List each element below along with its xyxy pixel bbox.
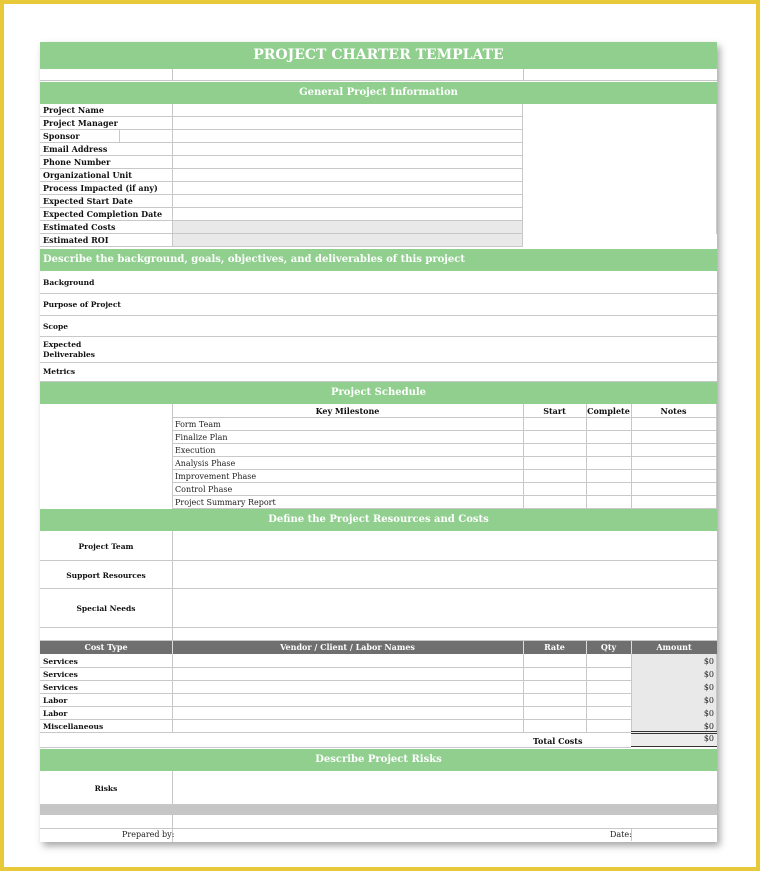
- general-field-input[interactable]: [172, 169, 523, 181]
- cost-type-label: Services: [43, 657, 78, 666]
- general-field-row: [40, 156, 523, 169]
- section-describe-header: Describe the background, goals, objectives, and deliverables of this project: [40, 249, 717, 271]
- cost-vendor-cell[interactable]: [173, 706, 523, 719]
- milestone-start-cell[interactable]: [524, 431, 586, 443]
- col-qty: Qty: [586, 641, 631, 654]
- general-field-row: [40, 130, 523, 143]
- label-risks: Risks: [94, 784, 118, 793]
- milestone-complete-cell[interactable]: [587, 444, 631, 456]
- cost-rate-cell[interactable]: [524, 693, 586, 706]
- cost-rate-cell[interactable]: [524, 654, 586, 667]
- general-field-input[interactable]: [172, 182, 523, 194]
- cost-qty-cell[interactable]: [587, 654, 631, 667]
- general-field-input[interactable]: [172, 234, 523, 246]
- general-field-input[interactable]: [172, 117, 523, 129]
- section-risks-header: Describe Project Risks: [40, 749, 717, 771]
- general-field-row: [40, 234, 523, 247]
- cost-rate-cell[interactable]: [524, 680, 586, 693]
- cost-vendor-cell[interactable]: [173, 719, 523, 732]
- cost-vendor-cell[interactable]: [173, 680, 523, 693]
- general-field-row: [40, 169, 523, 182]
- milestone-item: Analysis Phase: [175, 459, 236, 468]
- general-field-label: Expected Start Date: [43, 196, 133, 206]
- general-field-label: Estimated ROI: [43, 235, 109, 245]
- general-field-row: [40, 195, 523, 208]
- milestone-notes-cell[interactable]: [632, 496, 716, 508]
- milestone-notes-cell[interactable]: [632, 470, 716, 482]
- general-field-row: [40, 117, 523, 130]
- cost-vendor-cell[interactable]: [173, 693, 523, 706]
- col-cost-type: Cost Type: [40, 641, 172, 654]
- special-needs-field[interactable]: [173, 589, 717, 627]
- risks-field[interactable]: [173, 771, 717, 804]
- cost-amount-value: $0: [703, 722, 714, 731]
- label-support-resources: Support Resources: [66, 571, 146, 580]
- milestone-notes-cell[interactable]: [632, 418, 716, 430]
- background-field[interactable]: [172, 271, 717, 293]
- milestone-start-cell[interactable]: [524, 457, 586, 469]
- milestone-start-cell[interactable]: [524, 470, 586, 482]
- milestone-notes-cell[interactable]: [632, 444, 716, 456]
- col-vendor: Vendor / Client / Labor Names: [172, 641, 523, 654]
- cost-rate-cell[interactable]: [524, 706, 586, 719]
- cost-type-label: Labor: [43, 709, 68, 718]
- cost-rate-cell[interactable]: [524, 719, 586, 732]
- label-project-team: Project Team: [78, 542, 134, 551]
- cost-qty-cell[interactable]: [587, 680, 631, 693]
- cost-qty-cell[interactable]: [587, 719, 631, 732]
- milestone-item: Control Phase: [175, 485, 233, 494]
- charter-sheet: [40, 42, 717, 842]
- milestone-notes-cell[interactable]: [632, 457, 716, 469]
- general-field-label: Estimated Costs: [43, 222, 116, 232]
- general-field-row: [40, 182, 523, 195]
- cost-type-label: Services: [43, 683, 78, 692]
- label-scope: Scope: [43, 322, 69, 331]
- page-title: PROJECT CHARTER TEMPLATE: [253, 47, 504, 63]
- milestone-complete-cell[interactable]: [587, 431, 631, 443]
- section-general-header: General Project Information: [40, 82, 717, 104]
- col-start: Start: [543, 406, 566, 416]
- cost-type-label: Labor: [43, 696, 68, 705]
- general-field-label: Expected Completion Date: [43, 209, 163, 219]
- milestone-start-cell[interactable]: [524, 444, 586, 456]
- cost-vendor-cell[interactable]: [173, 654, 523, 667]
- milestone-complete-cell[interactable]: [587, 470, 631, 482]
- scope-field[interactable]: [172, 316, 717, 336]
- general-field-label: Project Manager: [43, 118, 118, 128]
- label-special-needs: Special Needs: [76, 604, 136, 613]
- general-field-row: [40, 143, 523, 156]
- milestone-notes-cell[interactable]: [632, 431, 716, 443]
- general-field-input[interactable]: [172, 130, 523, 142]
- col-complete: Complete: [587, 406, 630, 416]
- prepared-by-field[interactable]: [173, 829, 523, 841]
- milestone-start-cell[interactable]: [524, 483, 586, 495]
- milestone-complete-cell[interactable]: [587, 496, 631, 508]
- general-field-input[interactable]: [172, 221, 523, 233]
- col-amount: Amount: [631, 641, 717, 654]
- general-field-label: Process Impacted (if any): [43, 183, 158, 193]
- general-field-label: Project Name: [43, 105, 104, 115]
- general-field-label: Phone Number: [43, 157, 111, 167]
- prepared-by-label: Prepared by:: [122, 830, 175, 839]
- general-field-input[interactable]: [172, 208, 523, 220]
- cost-amount-value: $0: [703, 670, 714, 679]
- general-field-input[interactable]: [172, 143, 523, 155]
- cost-amount-value: $0: [703, 696, 714, 705]
- total-costs-label: Total Costs: [533, 736, 583, 746]
- milestone-complete-cell[interactable]: [587, 483, 631, 495]
- cost-rate-cell[interactable]: [524, 667, 586, 680]
- milestone-start-cell[interactable]: [524, 418, 586, 430]
- risks-divider-bar: [40, 805, 717, 815]
- general-field-label: Sponsor: [43, 131, 80, 141]
- general-field-label: Organizational Unit: [43, 170, 132, 180]
- general-field-row: [40, 221, 523, 234]
- milestone-complete-cell[interactable]: [587, 457, 631, 469]
- general-field-input[interactable]: [172, 156, 523, 168]
- col-key-milestone: Key Milestone: [315, 406, 380, 416]
- col-rate: Rate: [523, 641, 586, 654]
- milestone-item: Project Summary Report: [175, 498, 276, 507]
- metrics-field[interactable]: [172, 363, 717, 381]
- label-metrics: Metrics: [43, 367, 76, 376]
- total-costs-value: $0: [703, 734, 714, 743]
- support-resources-field[interactable]: [173, 561, 717, 588]
- cost-type-label: Services: [43, 670, 78, 679]
- general-field-row: [40, 104, 523, 117]
- general-field-input[interactable]: [172, 104, 523, 116]
- label-deliverables: Expected Deliverables: [43, 340, 96, 359]
- date-label: Date:: [610, 830, 632, 839]
- cost-qty-cell[interactable]: [587, 693, 631, 706]
- cost-amount-value: $0: [703, 657, 714, 666]
- milestone-item: Form Team: [175, 420, 221, 429]
- general-field-label: Email Address: [43, 144, 108, 154]
- page-background: [4, 4, 756, 867]
- milestone-item: Improvement Phase: [175, 472, 257, 481]
- milestone-complete-cell[interactable]: [587, 418, 631, 430]
- project-team-field[interactable]: [173, 531, 717, 560]
- label-purpose: Purpose of Project: [43, 300, 121, 309]
- title-bar: [40, 42, 717, 69]
- cost-amount-value: $0: [703, 683, 714, 692]
- deliverables-field[interactable]: [172, 337, 717, 362]
- date-field[interactable]: [631, 829, 717, 841]
- general-field-row: [40, 208, 523, 221]
- section-resources-header: Define the Project Resources and Costs: [40, 509, 717, 531]
- milestone-notes-cell[interactable]: [632, 483, 716, 495]
- col-notes: Notes: [660, 406, 687, 416]
- cost-qty-cell[interactable]: [587, 667, 631, 680]
- cost-type-label: Miscellaneous: [43, 722, 104, 731]
- purpose-field[interactable]: [172, 294, 717, 315]
- cost-qty-cell[interactable]: [587, 706, 631, 719]
- milestone-item: Finalize Plan: [175, 433, 228, 442]
- section-schedule-header: Project Schedule: [40, 382, 717, 404]
- cost-amount-value: $0: [703, 709, 714, 718]
- general-field-input[interactable]: [172, 195, 523, 207]
- milestone-start-cell[interactable]: [524, 496, 586, 508]
- label-background: Background: [43, 278, 95, 287]
- milestone-item: Execution: [175, 446, 216, 455]
- cost-vendor-cell[interactable]: [173, 667, 523, 680]
